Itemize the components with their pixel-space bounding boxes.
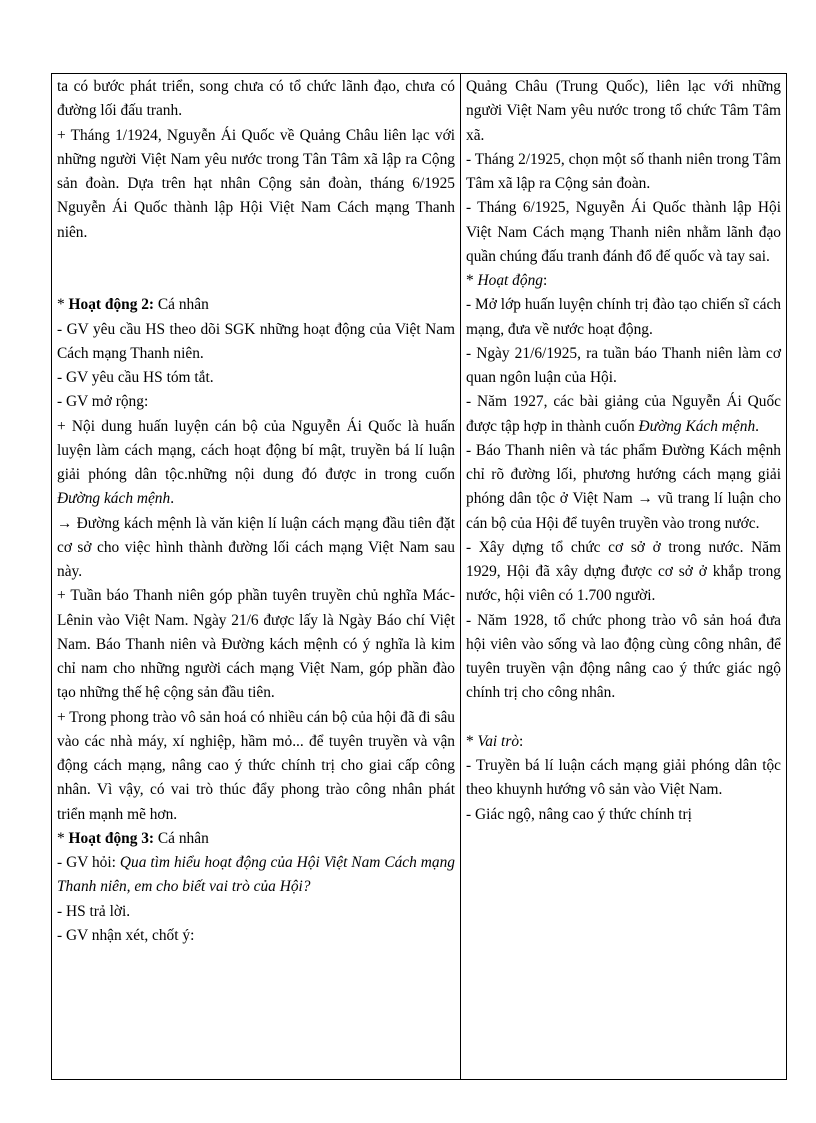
content-para-8: - Xây dựng tổ chức cơ sở ở trong nước. Năm 1929, Hội đã xây dựng được cơ sở ở khắp trong nước, hội viên có 1.700 người. [466,538,781,605]
activity-2-para-4: + Trong phong trào vô sản hoá có nhiều cán bộ của hội đã đi sâu vào các nhà máy, xí nghiệp, hầm mỏ... để tuyên truyền và vận động cách mạng, nâng cao ý thức chính trị cho giai cấp công nhân. Vì vậy, có vai trò thúc đẩy phong trào công nhân phát triển mạnh mẽ hơn. [57,708,455,823]
para-end: . [170,490,175,508]
para-text: + Nội dung huấn luyện cán bộ của Nguyễn Ái Quốc là huấn luyện làm cách mạng, cách hoạt động bí mật, truyền bá lí luận giải phóng dân tộc.những nội dung đó được in trong cuốn [57,417,455,483]
bullet-star: * [466,732,478,750]
activity-2-line-1: - GV yêu cầu HS theo dõi SGK những hoạt động của Việt Nam Cách mạng Thanh niên. [57,320,455,362]
intro-paragraph-1: ta có bước phát triển, song chưa có tổ chức lãnh đạo, chưa có đường lối đấu tranh. [57,78,455,120]
role-subheading-label: Vai trò [477,732,520,750]
activity-3-mode: Cá nhân [154,829,209,847]
role-subheading [466,730,781,754]
colon: : [542,272,548,289]
spacer [466,706,781,730]
activity-subheading-label: Hoạt động [477,272,543,289]
content-para-2: - Tháng 2/1925, chọn một số thanh niên trong Tâm Tâm xã lập ra Cộng sản đoàn. [466,150,781,192]
question-text: Qua tìm hiểu hoạt động của Hội Việt Nam Cách mạng Thanh niên, em cho biết vai trò của Hội? [57,854,455,896]
content-para-5: - Ngày 21/6/1925, ra tuần báo Thanh niên làm cơ quan ngôn luận của Hội. [466,344,781,386]
activity-3-heading [57,827,455,851]
activity-2-heading [57,293,455,317]
activity-3-question [57,851,455,900]
activity-2-mode: Cá nhân [154,296,209,314]
colon: : [519,732,524,750]
activity-3-line-3: - GV nhận xét, chốt ý: [57,926,195,944]
content-para-1: Quảng Châu (Trung Quốc), liên lạc với những người Việt Nam yêu nước trong tổ chức Tâm Tâm xã. [466,78,781,144]
content-para-9: - Năm 1928, tổ chức phong trào vô sản hoá đưa hội viên vào sống và lao động cùng công nhân, để tuyên truyền vận động nâng cao ý thức giác ngộ chính trị cho công nhân. [466,611,781,702]
bullet-star: * [466,272,478,289]
activity-2-para-2: → Đường kách mệnh là văn kiện lí luận cách mạng đầu tiên đặt cơ sở cho việc hình thành đường lối cách mạng Việt Nam sau này. [57,514,455,580]
content-cell [461,74,787,1080]
content-para-3: - Tháng 6/1925, Nguyễn Ái Quốc thành lập Hội Việt Nam Cách mạng Thanh niên nhằm lãnh đạo quần chúng đấu tranh đánh đổ đế quốc và tay sai. [466,199,781,265]
content-para-4: - Mở lớp huấn luyện chính trị đào tạo chiến sĩ cách mạng, đưa về nước hoạt động. [466,296,781,338]
activity-subheading [466,269,781,293]
activity-3-label: Hoạt động 3: [68,829,155,847]
intro-paragraph-2: + Tháng 1/1924, Nguyễn Ái Quốc về Quảng Châu liên lạc với những người Việt Nam yêu nước trong Tân Tâm xã lập ra Cộng sản đoàn. Dựa trên hạt nhân Cộng sản đoàn, tháng 6/1925 Nguyễn Ái Quốc thành lập Hội Việt Nam Cách mạng Thanh niên. [57,126,455,241]
table-row [52,74,787,1080]
content-para-10: - Truyền bá lí luận cách mạng giải phóng dân tộc theo khuynh hướng vô sản vào Việt Nam. [466,757,781,799]
activity-2-para-1 [57,415,455,512]
content-para-7: - Báo Thanh niên và tác phẩm Đường Kách mệnh chỉ rõ đường lối, phương hướng cách mạng giải phóng dân tộc ở Việt Nam → vũ trang lí luận cho cán bộ của Hội để tuyên truyền vào trong nước. [466,441,781,532]
lesson-table [51,73,787,1080]
activity-2-line-3: - GV mở rộng: [57,393,149,411]
bullet-star: * [57,296,69,314]
para-end: . [755,417,760,435]
activity-3-line-2: - HS trả lời. [57,902,131,920]
spacer [57,245,455,294]
teacher-activity-cell [52,74,461,1080]
para-text: - Năm 1927, các bài giảng của Nguyễn Ái Quốc được tập hợp in thành cuốn [466,393,781,435]
content-para-6 [466,390,781,439]
content-para-11: - Giác ngộ, nâng cao ý thức chính trị [466,805,692,823]
activity-2-line-2: - GV yêu cầu HS tóm tắt. [57,369,214,386]
book-title: Đường kách mệnh [57,490,171,508]
book-title: Đường Kách mệnh [638,417,756,435]
question-prefix: - GV hỏi: [57,854,120,871]
activity-2-label: Hoạt động 2: [68,296,155,314]
bullet-star: * [57,829,69,847]
activity-2-para-3: + Tuần báo Thanh niên góp phần tuyên truyền chủ nghĩa Mác-Lênin vào Việt Nam. Ngày 21/6 được lấy là Ngày Báo chí Việt Nam. Báo Thanh niên và Đường kách mệnh có ý nghĩa là kim chỉ nam cho những người cách mạng Việt Nam, góp phần đào tạo những thế hệ cộng sản đầu tiên. [57,587,455,702]
